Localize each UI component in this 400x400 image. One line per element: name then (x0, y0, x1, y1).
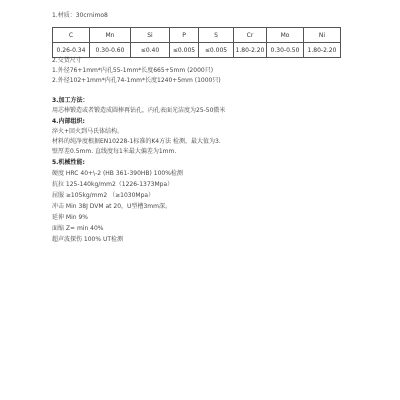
composition-table (52, 27, 341, 58)
internal-line-1: 淬火+回火到马氏体结构。 (52, 128, 124, 135)
mech-elongation: 延伸 Min 9% (52, 214, 88, 221)
header-cell-c: C (53, 28, 90, 43)
process-title: 3.加工方法： (52, 97, 89, 104)
mech-reduction: 面缩 Z= min 40% (52, 225, 104, 232)
header-cell-cr: Cr (234, 28, 267, 43)
value-cell-p: ≤0.005 (170, 43, 199, 58)
header-cell-si: Si (131, 28, 170, 43)
delivery-item-1: 1.外径76+1mm*内孔55-1mm*长度665+5mm (2000只) (52, 67, 214, 74)
mech-ultrasonic: 超声波探伤 100% UT检测 (52, 236, 124, 243)
value-cell-s: ≤0.005 (199, 43, 234, 58)
header-cell-mn: Mn (90, 28, 131, 43)
mech-tensile: 抗拉 125-140kg/mm2（1226-1373Mpa） (52, 181, 174, 188)
value-cell-mo: 0.30-0.50 (267, 43, 304, 58)
header-cell-mo: Mo (267, 28, 304, 43)
composition-header-row (53, 28, 341, 43)
header-cell-ni: Ni (304, 28, 341, 43)
internal-line-2: 材料的纯净度根据EN10228-1标准的K4方法 检测，最大值为3. (52, 138, 221, 145)
process-text: 用芯棒锻造或者锻造成圆棒再钻孔，内孔表面光洁度为25-50微米 (52, 107, 226, 114)
header-cell-s: S (199, 28, 234, 43)
internal-line-3: 壁厚差0.5mm. 直线度每1米最大偏差为1mm. (52, 148, 177, 155)
value-cell-c: 0.26-0.34 (53, 43, 90, 58)
mech-hardness: 硬度 HRC 40+\-2 (HB 361-390HB) 100%检测 (52, 170, 183, 177)
delivery-item-2: 2.外径102+1mm*内孔74-1mm*长度1240+5mm (1000只) (52, 77, 221, 84)
material-line: 1.材质：30crnimo8 (52, 12, 108, 19)
value-cell-cr: 1.80-2.20 (234, 43, 267, 58)
mech-yield: 屈服 ≥105kg/mm2 （≥1030Mpa） (52, 192, 155, 199)
mech-title: 5.机械性能: (52, 159, 85, 166)
composition-value-row (53, 43, 341, 58)
mech-impact: 冲击 Min 38J DVM at 20，U型槽3mm深。 (52, 203, 171, 210)
value-cell-ni: 1.80-2.20 (304, 43, 341, 58)
header-cell-p: P (170, 28, 199, 43)
delivery-title: 2.交货尺寸 (52, 57, 82, 64)
internal-title: 4.内部组织: (52, 118, 85, 125)
value-cell-mn: 0.30-0.60 (90, 43, 131, 58)
value-cell-si: ≤0.40 (131, 43, 170, 58)
